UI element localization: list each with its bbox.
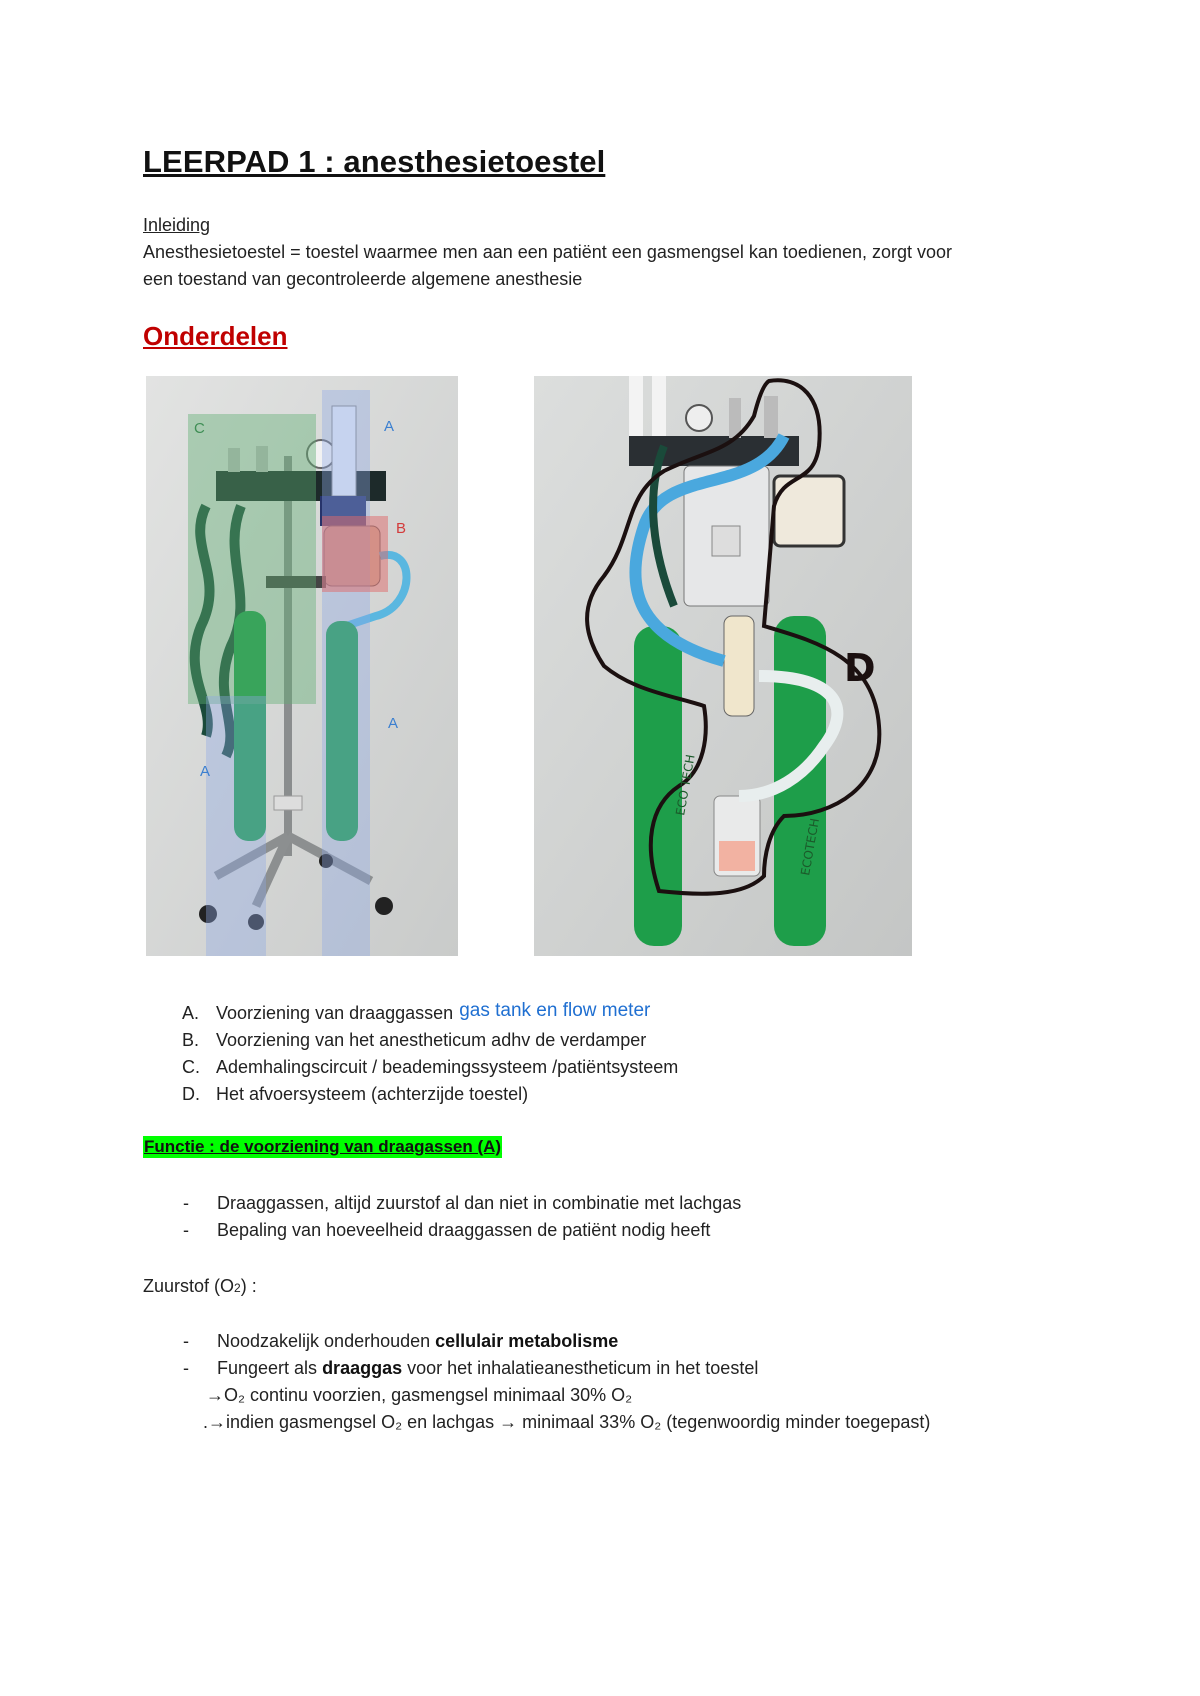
photo-machine-front <box>146 376 458 956</box>
list-item-text: Voorziening van het anestheticum adhv de verdamper <box>216 1030 647 1050</box>
absorber <box>724 616 754 716</box>
overlay-b <box>322 516 388 592</box>
list-item <box>182 1054 678 1081</box>
parts-list <box>182 1000 678 1108</box>
section-title-onderdelen: Onderdelen <box>143 321 288 351</box>
rear-gauge <box>686 405 712 431</box>
label-a-top: A <box>384 418 395 435</box>
list-item-text: Bepaling van hoeveelheid draaggassen de patiënt nodig heeft <box>217 1220 711 1240</box>
tank-right-text: ECOTECH <box>798 817 822 877</box>
overlay-a-left <box>206 696 266 956</box>
rear-valve-2 <box>764 396 778 438</box>
intro-line-2: een toestand van gecontroleerde algemene anesthesie <box>143 269 583 289</box>
list-item: - Bepaling van hoeveelheid draaggassen de patiënt nodig heeft <box>143 1217 741 1244</box>
label-c: C <box>194 420 205 437</box>
oxygen-list <box>143 1328 758 1382</box>
label-a-mid: A <box>388 715 399 732</box>
top-pipe-2 <box>652 376 666 436</box>
list-item-text: Fungeert als draaggas voor het inhalatieanestheticum in het toestel <box>217 1358 759 1378</box>
list-item-text: Draaggassen, altijd zuurstof al dan niet in combinatie met lachgas <box>217 1193 742 1213</box>
list-marker: B. <box>182 1030 200 1050</box>
central-label <box>712 526 740 556</box>
label-d: D <box>844 646 876 690</box>
list-item: - Noodzakelijk onderhouden cellulair metabolisme <box>143 1328 758 1355</box>
overlay-c <box>188 414 316 704</box>
list-item-text: Noodzakelijk onderhouden cellulair metabolisme <box>217 1331 619 1351</box>
handwritten-note: gas tank en flow meter <box>459 1000 651 1021</box>
label-a-low: A <box>200 763 211 780</box>
top-pipe-1 <box>629 376 643 436</box>
list-marker: C. <box>182 1057 200 1077</box>
oxygen-sub-1: →O₂ continu voorzien, gasmengsel minimaal 30% O₂ <box>206 1385 633 1405</box>
function-list <box>143 1190 741 1244</box>
list-item <box>182 1000 678 1027</box>
intro-heading: Inleiding <box>143 215 211 235</box>
list-marker: D. <box>182 1084 200 1104</box>
tank-left-text: ECO TECH <box>673 753 698 817</box>
list-item: - Fungeert als draaggas voor het inhalatieanestheticum in het toestel <box>143 1355 758 1382</box>
intro-line-1: Anesthesietoestel = toestel waarmee men aan een patiënt een gasmengsel kan toedienen, zorgt voor <box>143 242 953 262</box>
oxygen-label: Zuurstof (O2) : <box>143 1276 257 1296</box>
waste-jar-fill <box>719 841 755 871</box>
oxygen-sub-2: .→indien gasmengsel O₂ en lachgas → minimaal 33% O₂ (tegenwoordig minder toegepast) <box>203 1412 931 1432</box>
wheel-2 <box>375 897 393 915</box>
overlay-a-right <box>322 390 370 956</box>
page-title: LEERPAD 1 : anesthesietoestel <box>143 144 606 179</box>
photo-machine-rear <box>534 376 912 956</box>
list-item-text: Het afvoersysteem (achterzijde toestel) <box>216 1084 529 1104</box>
list-item <box>182 1027 678 1054</box>
list-item-text: Ademhalingscircuit / beademingssysteem /patiëntsysteem <box>216 1057 679 1077</box>
function-heading: Functie : de voorziening van draagassen (A) <box>144 1137 502 1156</box>
label-b: B <box>396 520 407 537</box>
list-marker: A. <box>182 1003 200 1023</box>
list-item: - Draaggassen, altijd zuurstof al dan niet in combinatie met lachgas <box>143 1190 741 1217</box>
rear-tank-left <box>634 626 682 946</box>
list-item-text: Voorziening van draaggassen <box>216 1003 454 1023</box>
pole-collar <box>274 796 302 810</box>
list-item <box>182 1081 678 1108</box>
